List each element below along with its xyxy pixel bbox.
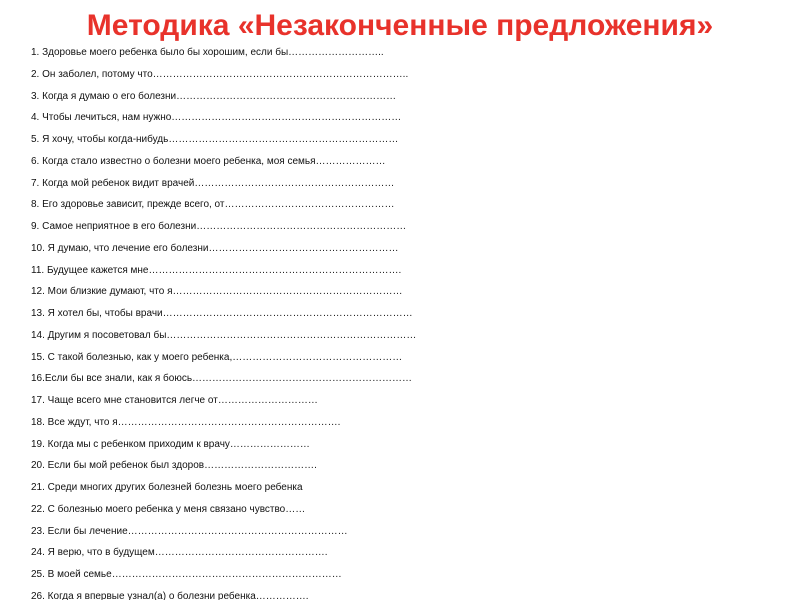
list-item: 22. С болезнью моего ребенка у меня связано чувство…… (31, 503, 306, 515)
list-item: 8. Его здоровье зависит, прежде всего, от…………………………………………… (31, 199, 395, 211)
list-item: 2. Он заболел, потому что………………………………………………………………….. (31, 68, 409, 80)
list-item: 3. Когда я думаю о его болезни………………………………………………………… (31, 90, 397, 102)
page-title: Методика «Незаконченные предложения» (86, 9, 714, 42)
list-item: 18. Все ждут, что я…………………………………………………………. (31, 416, 341, 428)
list-item: 4. Чтобы лечиться, нам нужно…………………………………………………………… (31, 112, 402, 124)
list-item: 19. Когда мы с ребенком приходим к врачу…………………… (31, 438, 310, 450)
list-item: 14. Другим я посоветовал бы………………………………………………………………… (31, 329, 417, 341)
list-item: 23. Если бы лечение………………………………………………………… (31, 525, 348, 537)
list-item: 26. Когда я впервые узнал(а) о болезни ребенка……………. (31, 590, 309, 600)
list-item: 21. Среди многих других болезней болезнь моего ребенка (31, 482, 303, 493)
list-item: 24. Я верю, что в будущем……………………………………………. (31, 547, 328, 559)
list-item: 20. Если бы мой ребенок был здоров……………………………. (31, 460, 317, 472)
list-item: 16.Если бы все знали, как я боюсь………………………………………………………… (31, 373, 413, 385)
list-item: 17. Чаще всего мне становится легче от………………………… (31, 395, 318, 406)
list-item: 11. Будущее кажется мне…………………………………………………………………. (31, 264, 402, 276)
list-item: 15. С такой болезнью, как у моего ребенка,…………………………………………… (31, 351, 403, 363)
list-item: 6. Когда стало известно о болезни моего ребенка, моя семья………………… (31, 155, 386, 167)
list-item: 13. Я хотел бы, чтобы врачи………………………………………………………………… (31, 308, 413, 319)
list-item: 1. Здоровье моего ребенка было бы хорошим, если бы……………………….. (31, 47, 384, 58)
sentence-list (31, 42, 771, 600)
list-item: 12. Мои близкие думают, что я…………………………………………………………… (31, 286, 403, 298)
list-item: 9. Самое неприятное в его болезни……………………………………………………… (31, 221, 407, 232)
list-item: 5. Я хочу, чтобы когда-нибудь…………………………………………………………… (31, 134, 399, 145)
list-item: 10. Я думаю, что лечение его болезни………………………………………………… (31, 242, 399, 254)
list-item: 25. В моей семье…………………………………………………………… (31, 569, 342, 580)
list-item: 7. Когда мой ребенок видит врачей…………………………………………………… (31, 177, 395, 189)
